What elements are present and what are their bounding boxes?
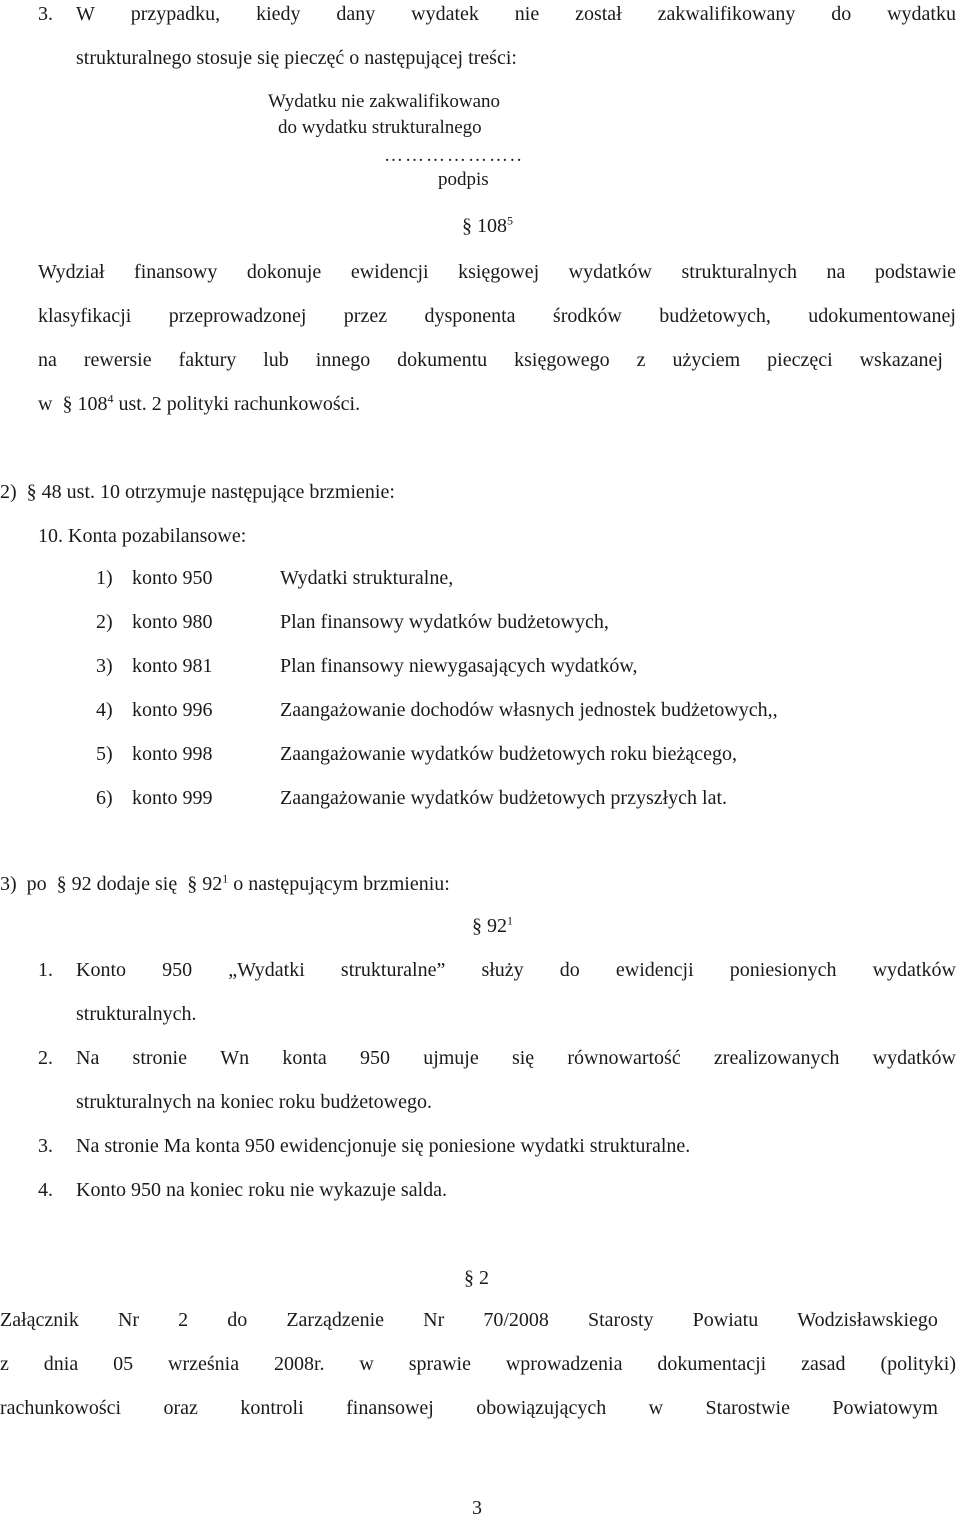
word: 950	[359, 1047, 390, 1069]
paragraph-line	[38, 304, 956, 328]
account-number: 5)	[96, 743, 113, 765]
section-number: 92	[202, 873, 223, 895]
paragraph-line	[38, 392, 360, 416]
stamp-line: do wydatku strukturalnego	[278, 117, 482, 138]
paragraph-line	[0, 1396, 938, 1420]
word: został	[575, 3, 622, 25]
word: z	[636, 349, 646, 371]
word: wskazanej	[859, 349, 943, 371]
word: ewidencji	[350, 261, 429, 283]
text-segment: po	[26, 873, 47, 895]
account-code: konto 999	[132, 787, 213, 809]
account-row	[0, 698, 960, 722]
account-description: Wydatki strukturalne,	[280, 567, 454, 589]
paragraph-line: Na stronie Ma konta 950 ewidencjonuje się poniesione wydatki strukturalne.	[76, 1135, 691, 1157]
word: klasyfikacji	[38, 305, 132, 327]
item-number: 3.	[38, 1135, 53, 1157]
word: Powiatu	[692, 1309, 759, 1331]
word: finansowy	[134, 261, 218, 283]
word: pieczęci	[767, 349, 833, 371]
text-segment: w	[38, 393, 53, 415]
account-description: Plan finansowy niewygasających wydatków,	[280, 655, 638, 677]
paragraph-line: Konto 950 na koniec roku nie wykazuje salda.	[76, 1179, 448, 1201]
word: 2008r.	[273, 1353, 325, 1375]
word: dnia	[43, 1353, 79, 1375]
section-heading	[464, 1266, 489, 1290]
word: 950	[162, 959, 193, 981]
account-row	[0, 742, 960, 766]
word: sprawie	[408, 1353, 471, 1375]
section-sign: §	[472, 915, 482, 937]
point-line	[0, 480, 395, 504]
item-number: 3.	[38, 3, 53, 25]
paragraph-line	[0, 1308, 938, 1332]
section-superscript: 1	[222, 871, 229, 886]
word: strukturalnych	[681, 261, 798, 283]
section-superscript: 4	[107, 391, 114, 406]
word: zrealizowanych	[713, 1047, 840, 1069]
account-code: konto 950	[132, 567, 213, 589]
word: Konto	[76, 959, 126, 981]
word: nie	[514, 3, 540, 25]
account-description: Zaangażowanie dochodów własnych jednostek budżetowych,,	[280, 699, 778, 721]
word: ujmuje	[423, 1047, 479, 1069]
word: konta	[282, 1047, 327, 1069]
word: podstawie	[874, 261, 956, 283]
word: innego	[315, 349, 371, 371]
word: Wn	[220, 1047, 250, 1069]
account-code: konto 981	[132, 655, 213, 677]
account-row	[0, 610, 960, 634]
word: w	[648, 1397, 664, 1419]
account-code: konto 980	[132, 611, 213, 633]
point-number: 3)	[0, 873, 17, 895]
point-number: 2)	[0, 481, 17, 503]
word: poniesionych	[729, 959, 837, 981]
account-row	[0, 566, 960, 590]
account-description: Zaangażowanie wydatków budżetowych przyszłych lat.	[280, 787, 728, 809]
word: na	[826, 261, 846, 283]
paragraph-line	[76, 958, 956, 982]
word: strukturalne”	[340, 959, 446, 981]
word: obowiązujących	[476, 1397, 607, 1419]
section-number: 2	[479, 1267, 489, 1289]
word: 05	[113, 1353, 134, 1375]
paragraph-line	[76, 1046, 956, 1070]
word: służy	[481, 959, 524, 981]
item-number: 2.	[38, 1047, 53, 1069]
word: z	[0, 1353, 9, 1375]
section-sign: §	[187, 873, 198, 895]
word: wprowadzenia	[505, 1353, 623, 1375]
paragraph-line	[0, 1352, 956, 1376]
word: się	[511, 1047, 535, 1069]
section-sign: §	[26, 481, 37, 503]
word: Zarządzenie	[286, 1309, 385, 1331]
stamp-line: Wydatku nie zakwalifikowano	[268, 91, 501, 112]
word: zasad	[801, 1353, 846, 1375]
word: do	[559, 959, 580, 981]
word: równowartość	[567, 1047, 681, 1069]
paragraph-line	[38, 260, 956, 284]
word: rewersie	[83, 349, 152, 371]
account-description: Plan finansowy wydatków budżetowych,	[280, 611, 609, 633]
word: wydatku	[887, 3, 956, 25]
word: przypadku,	[130, 3, 221, 25]
account-code: konto 996	[132, 699, 213, 721]
word: w	[359, 1353, 374, 1375]
section-number: 108	[477, 215, 507, 237]
word: kontroli	[240, 1397, 304, 1419]
word: Starostwie	[705, 1397, 790, 1419]
account-number: 2)	[96, 611, 113, 633]
signature-label: podpis	[438, 169, 489, 190]
word: (polityki)	[880, 1353, 956, 1375]
item-number: 4.	[38, 1179, 53, 1201]
section-heading	[472, 914, 513, 938]
text-segment: o następującym brzmieniu:	[233, 873, 450, 895]
word: Na	[76, 1047, 100, 1069]
word: księgowego	[514, 349, 610, 371]
word: udokumentowanej	[808, 305, 956, 327]
word: na	[38, 349, 57, 371]
list-heading: 10. Konta pozabilansowe:	[38, 525, 247, 547]
section-sign: §	[462, 215, 472, 237]
section-heading	[462, 214, 513, 238]
section-number: 92	[487, 915, 507, 937]
word: dokumentu	[397, 349, 488, 371]
word: dokonuje	[246, 261, 322, 283]
word: wydatków	[568, 261, 652, 283]
section-sign: §	[62, 393, 73, 415]
paragraph-line: strukturalnych.	[76, 1003, 197, 1025]
account-number: 3)	[96, 655, 113, 677]
account-row	[0, 654, 960, 678]
word: budżetowych,	[659, 305, 771, 327]
account-number: 4)	[96, 699, 113, 721]
word: środków	[552, 305, 622, 327]
word: wydatek	[411, 3, 479, 25]
word: faktury	[178, 349, 237, 371]
word: użyciem	[672, 349, 741, 371]
word: dany	[336, 3, 376, 25]
section-sign: §	[464, 1267, 474, 1289]
account-number: 1)	[96, 567, 113, 589]
point-line	[0, 872, 450, 896]
word: kiedy	[256, 3, 301, 25]
word: W	[76, 3, 95, 25]
paragraph-line	[76, 2, 956, 26]
word: do	[227, 1309, 248, 1331]
word: księgowej	[458, 261, 540, 283]
word: zakwalifikowany	[657, 3, 796, 25]
text-segment: ust. 2 polityki rachunkowości.	[118, 393, 361, 415]
word: lub	[263, 349, 289, 371]
word: rachunkowości	[0, 1397, 122, 1419]
signature-dots: ………………..	[384, 145, 524, 166]
paragraph-line	[38, 348, 943, 372]
word: ewidencji	[615, 959, 694, 981]
word: września	[168, 1353, 240, 1375]
account-row	[0, 786, 960, 810]
word: Załącznik	[0, 1309, 79, 1331]
word: przeprowadzonej	[168, 305, 307, 327]
section-superscript: 1	[507, 913, 513, 928]
word: oraz	[163, 1397, 198, 1419]
word: dysponenta	[424, 305, 516, 327]
word: Powiatowym	[832, 1397, 938, 1419]
text-segment: 48 ust. 10 otrzymuje następujące brzmienie:	[41, 481, 395, 503]
section-sign: §	[56, 873, 67, 895]
word: przez	[343, 305, 388, 327]
word: finansowej	[346, 1397, 434, 1419]
word: wydatków	[872, 1047, 956, 1069]
word: 70/2008	[483, 1309, 549, 1331]
word: wydatków	[872, 959, 956, 981]
word: do	[831, 3, 852, 25]
section-number: 108	[77, 393, 108, 415]
word: 2	[178, 1309, 189, 1331]
account-number: 6)	[96, 787, 113, 809]
page-number: 3	[472, 1497, 482, 1519]
word: dokumentacji	[657, 1353, 767, 1375]
word: stronie	[132, 1047, 187, 1069]
paragraph-line: strukturalnych na koniec roku budżetowego.	[76, 1091, 433, 1113]
word: Starosty	[587, 1309, 654, 1331]
word: Nr	[117, 1309, 140, 1331]
word: Nr	[423, 1309, 445, 1331]
section-superscript: 5	[507, 213, 513, 228]
word: Wydział	[38, 261, 105, 283]
item-number: 1.	[38, 959, 53, 981]
account-description: Zaangażowanie wydatków budżetowych roku bieżącego,	[280, 743, 738, 765]
word: „Wydatki	[228, 959, 305, 981]
word: Wodzisławskiego	[797, 1309, 938, 1331]
paragraph-line: strukturalnego stosuje się pieczęć o następującej treści:	[76, 47, 517, 69]
text-segment: 92 dodaje się	[71, 873, 178, 895]
account-code: konto 998	[132, 743, 213, 765]
